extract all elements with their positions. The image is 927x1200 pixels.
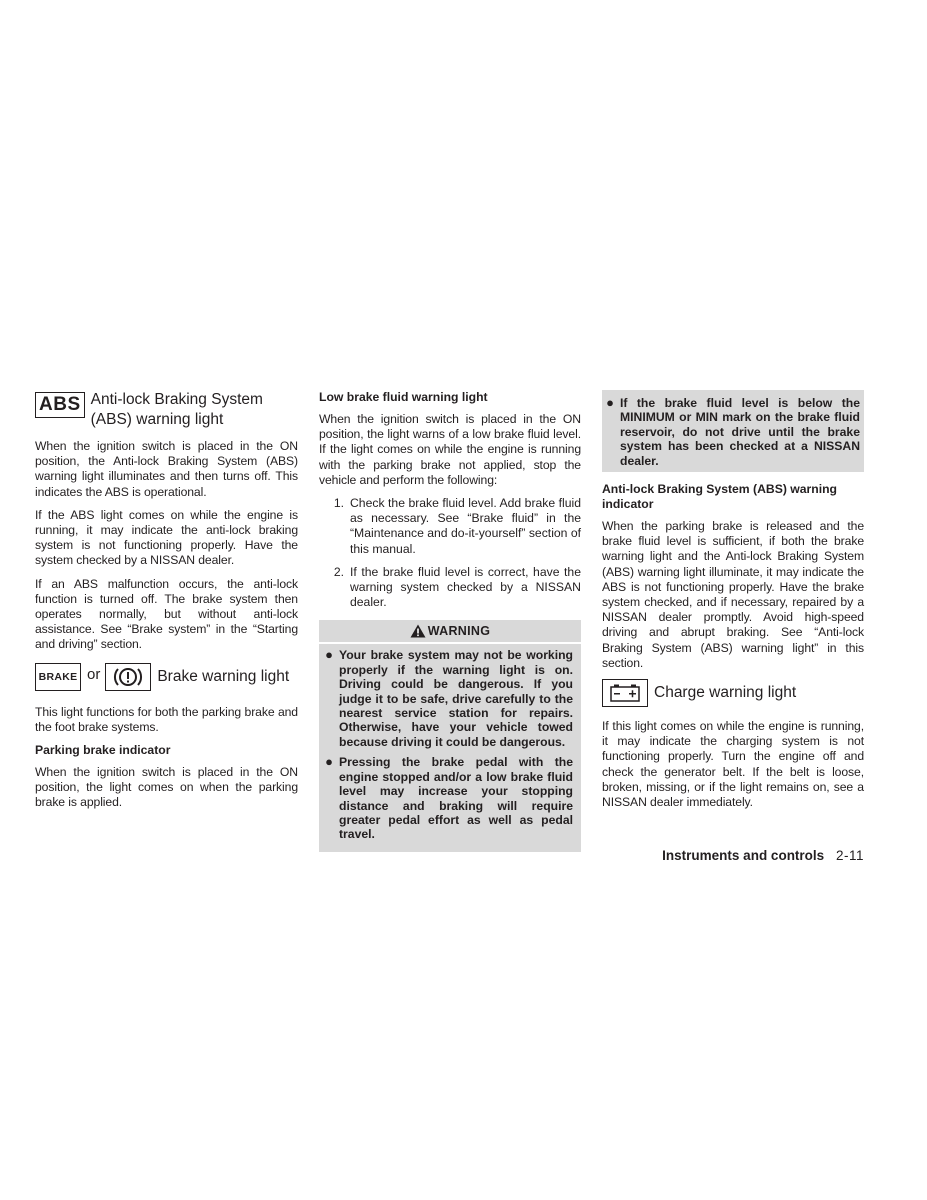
low-fluid-subhead: Low brake fluid warning light [319,390,488,404]
brake-icon: BRAKE [35,663,81,691]
column-2 [319,390,581,852]
abs-indicator-paragraph: When the parking brake is released and the brake fluid level is sufficient, if both the brake warning light and the Anti-lock Braking System (ABS) warning light illuminate, it may indicate the ABS is not functioning properly. Have the brake system checked, and if necessary, repaired by a NISSAN dealer promptly. Avoid high-speed driving and abrupt braking. See “Anti-lock Braking System (ABS) warning light” in this section. [602,519,864,670]
bullet-icon: ● [606,395,614,410]
list-item [602,396,860,468]
brake-warning-heading [35,663,298,691]
column-1 [35,390,298,819]
charge-paragraph: If this light comes on while the engine is running, it may indicate the charging system is not functioning properly. Turn the engine off and check the generator belt. If the belt is loose, broken, missing, or if the light remains on, see a NISSAN dealer immediately. [602,719,864,810]
charge-warning-heading [602,679,864,707]
section-name: Instruments and controls [662,848,825,863]
parking-brake-paragraph: When the ignition switch is placed in the ON position, the light comes on when the parking brake is applied. [35,765,298,810]
abs-warning-heading [35,390,298,430]
list-item [321,755,573,841]
abs-paragraph-1: When the ignition switch is placed in the ON position, the Anti-lock Braking System (ABS) warning light illuminates and then turns off. This indicates the ABS is operational. [35,439,298,499]
warning-list [319,644,581,841]
abs-indicator-subhead: Anti-lock Braking System (ABS) warning indicator [602,482,837,512]
list-item [319,565,581,611]
bullet-icon: ● [325,754,333,770]
page-number: 2-11 [835,848,864,863]
warning-header [319,620,581,644]
list-item [321,648,573,749]
step-text: Check the brake fluid level. Add brake fluid as necessary. See “Brake fluid” in the “Maintenance and do-it-yourself” section of this manual. [350,496,582,556]
battery-charge-icon [602,679,648,707]
step-number: 1. [333,496,344,511]
abs-title-line2: (ABS) warning light [90,411,224,428]
warning-title: WARNING [427,624,491,639]
abs-paragraph-3: If an ABS malfunction occurs, the anti-lock function is turned off. The brake system then operates normally, but without anti-lock assistance. See “Brake system” in the “Starting and driving” section. [35,576,298,652]
brake-warning-title: Brake warning light [157,667,290,685]
warning-triangle-icon [410,624,426,638]
abs-title-line1: Anti-lock Braking System [90,391,263,408]
parking-brake-subhead: Parking brake indicator [35,743,171,758]
steps-list [319,496,581,610]
warning-box [319,620,581,851]
charge-warning-title: Charge warning light [654,684,797,702]
bullet-icon: ● [325,647,333,663]
brake-paragraph: This light functions for both the parking brake and the foot brake systems. [35,704,298,734]
warning-continued-box [602,390,864,472]
step-text: If the brake fluid level is correct, have the warning system checked by a NISSAN dealer. [350,564,581,610]
abs-icon: ABS [35,392,85,418]
list-item [319,496,581,557]
abs-warning-title [91,390,263,430]
parking-brake-circle-icon [105,663,151,691]
column-3 [602,390,864,818]
warning-text: Pressing the brake pedal with the engine stopped and/or a low brake fluid level may increase your stopping distance and braking will require greater pedal effort as well as pedal travel. [339,755,573,842]
warning-text: Your brake system may not be working properly if the warning light is on. Driving could be dangerous. If you judge it to be safe, drive carefully to the nearest service station for repairs. Otherwise, have your vehicle towed because driving it could be dangerous. [339,648,573,749]
low-fluid-paragraph: When the ignition switch is placed in the ON position, the light warns of a low brake fluid level. If the light comes on while the engine is running with the parking brake not applied, stop the vehicle and perform the following: [319,412,581,487]
page-footer [602,848,864,863]
abs-paragraph-2: If the ABS light comes on while the engine is running, it may indicate the anti-lock braking system is not functioning properly. Have the system checked by a NISSAN dealer. [35,507,298,568]
warning-text: If the brake fluid level is below the MINIMUM or MIN mark on the brake fluid reservoir, do not drive until the brake system has been checked at a NISSAN dealer. [620,396,860,468]
brake-or-text: or [87,666,101,684]
step-number: 2. [333,564,344,579]
